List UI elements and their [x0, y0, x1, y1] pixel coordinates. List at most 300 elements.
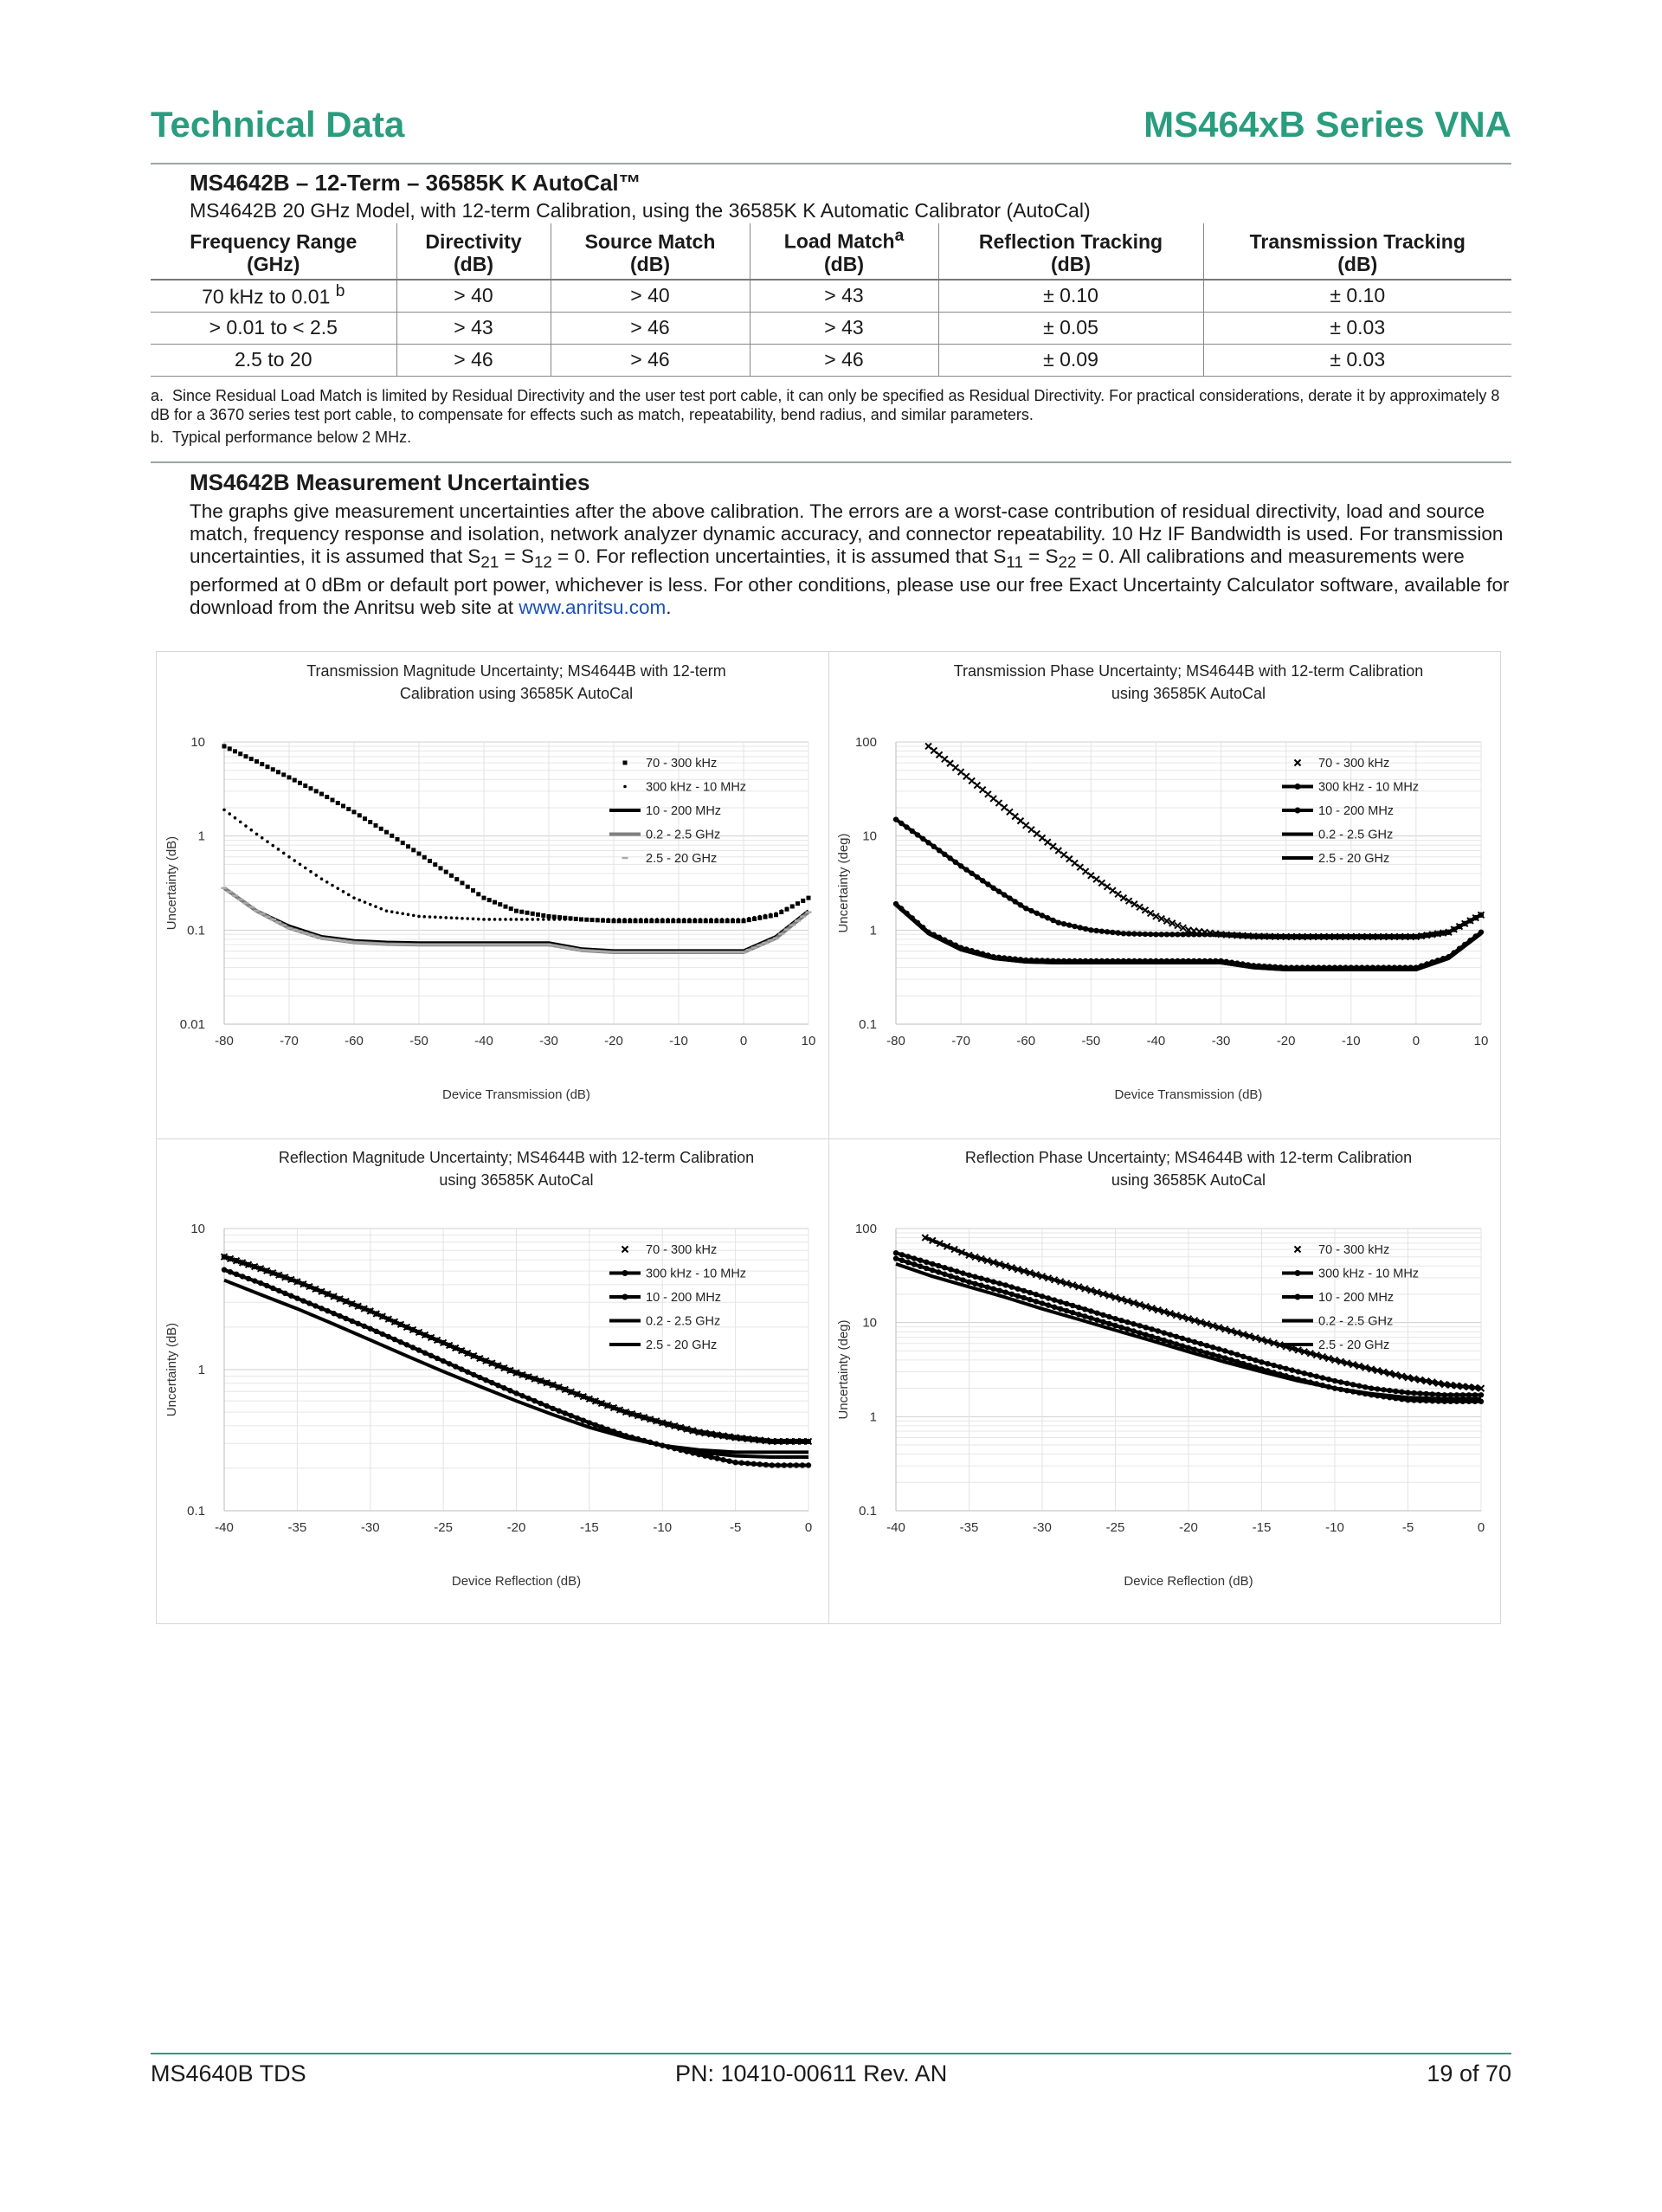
- data-point: [800, 915, 806, 917]
- legend-swatch: [622, 1294, 628, 1300]
- data-point: [258, 1266, 263, 1271]
- data-point: [238, 751, 242, 756]
- data-point: [1381, 934, 1386, 939]
- y-tick-label: 0.1: [859, 1504, 877, 1519]
- data-point: [1015, 1287, 1021, 1292]
- data-point: [1064, 1301, 1069, 1306]
- data-point: [719, 951, 725, 953]
- data-point: [1364, 934, 1369, 939]
- data-point: [1397, 934, 1402, 939]
- legend-label: 0.2 - 2.5 GHz: [646, 1314, 721, 1329]
- data-point: [627, 951, 633, 953]
- data-point: [654, 1418, 659, 1423]
- chart-title: Transmission Magnitude Uncertainty; MS4644B with 12-term: [306, 662, 726, 680]
- data-point: [678, 1425, 683, 1430]
- data-point: [1228, 1350, 1234, 1355]
- data-point: [1429, 1391, 1434, 1396]
- data-point: [915, 832, 920, 837]
- data-point: [1338, 1379, 1343, 1384]
- data-point: [1110, 887, 1116, 893]
- data-point: [802, 899, 805, 902]
- data-point: [330, 938, 336, 940]
- data-point: [472, 918, 475, 921]
- data-point: [1034, 911, 1040, 916]
- data-point: [557, 1384, 562, 1390]
- data-point: [738, 1435, 744, 1441]
- legend-label: 300 kHz - 10 MHz: [646, 1267, 747, 1281]
- data-point: [434, 916, 437, 919]
- data-point: [443, 944, 449, 945]
- anritsu-website-link[interactable]: www.anritsu.com: [519, 596, 667, 618]
- data-point: [953, 860, 958, 865]
- data-point: [713, 951, 719, 953]
- data-point: [806, 1439, 811, 1444]
- data-point: [595, 951, 601, 952]
- data-point: [1180, 1336, 1185, 1341]
- x-tick-label: 0: [1412, 1034, 1420, 1048]
- x-tick-label: -70: [280, 1034, 299, 1048]
- product-header: MS464xB Series VNA: [1143, 104, 1511, 145]
- data-point: [439, 866, 443, 870]
- data-point: [1088, 927, 1093, 932]
- data-point: [1343, 934, 1348, 939]
- data-point: [581, 1394, 586, 1399]
- data-point: [1181, 932, 1186, 937]
- data-point: [690, 1428, 695, 1433]
- legend-label: 2.5 - 20 GHz: [646, 852, 718, 866]
- data-point: [784, 928, 790, 930]
- data-point: [1419, 933, 1424, 938]
- data-point: [1267, 934, 1272, 939]
- footnote-ref: a: [894, 227, 905, 245]
- data-point: [1112, 1316, 1118, 1321]
- data-point: [638, 951, 644, 953]
- data-point: [1126, 898, 1132, 904]
- data-point: [280, 925, 287, 926]
- data-point: [702, 1430, 707, 1435]
- data-point: [294, 1279, 300, 1284]
- data-point: [461, 880, 465, 885]
- data-point: [422, 944, 428, 945]
- x-axis-label: Device Reflection (dB): [451, 1574, 582, 1589]
- data-point: [738, 1461, 744, 1466]
- data-point: [1040, 913, 1045, 918]
- data-point: [454, 944, 460, 945]
- data-point: [1399, 1390, 1404, 1395]
- data-point: [417, 915, 421, 919]
- chart-title: Reflection Phase Uncertainty; MS4644B with 12-term Calibration: [964, 1149, 1413, 1166]
- data-point: [1448, 1392, 1453, 1397]
- data-point: [893, 1250, 899, 1255]
- data-point: [525, 944, 531, 945]
- data-point: [1332, 934, 1337, 939]
- data-point: [499, 918, 502, 921]
- data-point: [392, 1319, 397, 1325]
- data-point: [726, 1434, 731, 1439]
- data-point: [358, 813, 362, 817]
- data-point: [635, 1413, 641, 1418]
- data-point: [720, 1457, 725, 1462]
- data-point: [769, 913, 772, 917]
- legend-label: 300 kHz - 10 MHz: [1318, 1267, 1420, 1281]
- data-point: [288, 1277, 293, 1282]
- y-tick-label: 1: [197, 1363, 205, 1377]
- data-point: [1056, 920, 1061, 925]
- data-point: [575, 1391, 580, 1396]
- data-point: [385, 909, 389, 913]
- x-tick-label: -60: [345, 1034, 364, 1048]
- x-tick-label: -10: [1325, 1520, 1344, 1535]
- data-point: [304, 867, 307, 870]
- data-point: [1156, 1328, 1161, 1333]
- data-point: [406, 844, 410, 848]
- data-point: [343, 1299, 348, 1304]
- data-point: [486, 944, 493, 945]
- table-cell: ± 0.03: [1203, 344, 1511, 376]
- data-point: [1143, 932, 1148, 937]
- data-point: [963, 867, 969, 872]
- data-point: [309, 870, 312, 874]
- data-point: [676, 951, 682, 953]
- data-point: [347, 893, 351, 897]
- data-point: [383, 943, 390, 945]
- data-point: [438, 944, 444, 945]
- data-point: [336, 887, 339, 890]
- data-point: [732, 1460, 738, 1465]
- table-cell: > 0.01 to < 2.5: [151, 312, 396, 344]
- x-tick-label: -80: [886, 1034, 905, 1048]
- table-row: [151, 312, 1511, 344]
- data-point: [1454, 1392, 1459, 1397]
- data-point: [1457, 924, 1462, 929]
- data-point: [1436, 1392, 1441, 1397]
- page-number: 19 of 70: [1427, 2060, 1511, 2086]
- transmission-magnitude-chart: [157, 652, 828, 1138]
- data-point: [574, 918, 577, 921]
- x-tick-label: -20: [1276, 1034, 1296, 1048]
- data-point: [1082, 1306, 1087, 1312]
- table-cell: > 43: [750, 280, 938, 313]
- data-point: [1277, 1364, 1282, 1370]
- data-point: [519, 944, 525, 945]
- data-point: [358, 899, 361, 902]
- data-point: [1131, 1321, 1136, 1326]
- data-point: [757, 1461, 763, 1467]
- data-point: [541, 913, 545, 918]
- data-point: [482, 896, 486, 900]
- legend-label: 10 - 200 MHz: [1318, 804, 1395, 818]
- data-point: [942, 1265, 947, 1270]
- data-point: [972, 1274, 977, 1280]
- data-point: [455, 917, 459, 920]
- data-point: [264, 1268, 269, 1274]
- data-point: [682, 918, 686, 921]
- data-point: [300, 1281, 306, 1287]
- data-point: [1052, 1297, 1057, 1302]
- data-point: [550, 1382, 555, 1387]
- data-point: [985, 881, 990, 887]
- data-point: [715, 918, 718, 921]
- data-point: [297, 931, 303, 932]
- data-point: [287, 775, 292, 779]
- data-point: [492, 944, 498, 945]
- data-point: [259, 913, 265, 914]
- data-point: [1326, 1377, 1331, 1382]
- data-point: [778, 932, 784, 934]
- data-series: [925, 743, 1484, 939]
- data-point: [1198, 1341, 1203, 1346]
- data-point: [726, 1458, 731, 1463]
- legend-label: 300 kHz - 10 MHz: [1318, 780, 1420, 795]
- data-point: [487, 898, 492, 902]
- data-point: [433, 862, 437, 867]
- y-axis-label: Uncertainty (deg): [836, 1319, 851, 1420]
- data-point: [737, 918, 740, 921]
- data-point: [912, 1255, 917, 1261]
- data-point: [368, 1308, 373, 1313]
- data-point: [1460, 1392, 1466, 1397]
- data-point: [924, 1260, 929, 1265]
- data-point: [660, 1420, 665, 1425]
- data-point: [794, 1439, 799, 1444]
- data-point: [374, 823, 378, 828]
- data-point: [602, 918, 605, 921]
- data-point: [1466, 1392, 1472, 1397]
- y-axis-label: Uncertainty (dB): [164, 1322, 179, 1417]
- data-point: [281, 772, 286, 777]
- data-point: [770, 1462, 775, 1467]
- data-point: [535, 944, 541, 945]
- data-point: [725, 918, 729, 921]
- data-point: [380, 1313, 385, 1319]
- data-point: [1150, 1326, 1155, 1332]
- data-point: [562, 946, 568, 948]
- data-point: [398, 1322, 403, 1327]
- data-point: [960, 1270, 965, 1275]
- data-point: [336, 801, 340, 805]
- uncertainty-description: The graphs give measurement uncertainties after the above calibration. The errors are a worst-case contribution of residual directivity, load and source match, frequency response and isolation, network analyzer dynamic accuracy, and connector repeatability. 10 Hz IF Bandwidth is used. For transmission uncertainties, it is assumed that $S_{21} = S_{12} = 0$. For reflection uncertainties, it is assumed that $S_{11} = S_{22} = 0$. All calibrations and measurements were performed at 0 dBm or default port power, whichever is less. For other conditions, please use our free Exact Uncertainty Calculator software, available for download from the Anritsu web site at www.anritsu.com.: [190, 500, 1510, 618]
- data-point: [605, 1403, 610, 1408]
- x-tick-label: -20: [1179, 1520, 1198, 1535]
- data-point: [1028, 908, 1034, 913]
- x-tick-label: 0: [1477, 1520, 1485, 1535]
- data-point: [634, 918, 637, 921]
- data-point: [1191, 932, 1196, 937]
- data-point: [384, 830, 389, 835]
- x-tick-label: -80: [215, 1034, 234, 1048]
- data-point: [1046, 1295, 1051, 1300]
- data-point: [1308, 1372, 1313, 1377]
- data-point: [470, 944, 476, 945]
- data-point: [966, 1273, 971, 1278]
- y-tick-label: 1: [869, 923, 877, 938]
- data-point: [641, 1415, 647, 1420]
- calibration-spec-table: [151, 223, 1511, 377]
- data-point: [1375, 1386, 1380, 1391]
- data-point: [1148, 910, 1154, 916]
- data-point: [237, 899, 243, 900]
- legend-label: 10 - 200 MHz: [646, 804, 722, 818]
- data-point: [607, 918, 610, 921]
- data-point: [244, 754, 248, 758]
- data-point: [996, 888, 1002, 893]
- data-point: [1066, 922, 1072, 927]
- data-point: [1344, 1381, 1350, 1386]
- data-point: [276, 770, 280, 774]
- data-point: [520, 918, 524, 921]
- data-point: [453, 1345, 458, 1351]
- data-point: [589, 950, 596, 951]
- data-point: [611, 1405, 616, 1410]
- x-tick-label: -25: [434, 1520, 453, 1535]
- table-cell: > 40: [551, 280, 750, 313]
- data-point: [1093, 876, 1099, 882]
- data-point: [428, 1335, 434, 1340]
- data-point: [508, 944, 514, 945]
- legend-label: 2.5 - 20 GHz: [1318, 852, 1390, 866]
- data-point: [1213, 932, 1218, 937]
- data-point: [1290, 1367, 1295, 1372]
- data-point: [249, 829, 253, 832]
- data-point: [351, 941, 358, 943]
- data-point: [1106, 1314, 1111, 1319]
- data-point: [537, 918, 540, 921]
- data-point: [714, 1455, 719, 1461]
- data-point: [234, 816, 237, 820]
- data-point: [1009, 1284, 1015, 1289]
- data-point: [1234, 932, 1240, 938]
- legend-label: 10 - 200 MHz: [646, 1291, 722, 1305]
- data-point: [536, 913, 540, 917]
- x-tick-label: -10: [1341, 1034, 1361, 1048]
- data-point: [1094, 1310, 1099, 1315]
- data-point: [544, 1380, 549, 1385]
- transmission-phase-chart: [828, 652, 1500, 1138]
- data-point: [1153, 932, 1158, 937]
- data-point: [696, 1429, 701, 1435]
- legend-label: 2.5 - 20 GHz: [1318, 1338, 1390, 1352]
- chart-legend: [1282, 1243, 1419, 1352]
- data-point: [593, 1398, 598, 1403]
- data-point: [936, 1263, 941, 1268]
- chart-title: using 36585K AutoCal: [439, 1171, 594, 1189]
- data-point: [997, 1280, 1002, 1286]
- data-point: [730, 951, 736, 953]
- data-point: [306, 1284, 312, 1289]
- data-point: [234, 1258, 239, 1263]
- data-point: [331, 1293, 336, 1299]
- chart-title: using 36585K AutoCal: [1111, 1171, 1266, 1189]
- chart-legend: [609, 757, 746, 866]
- legend-label: 10 - 200 MHz: [1318, 1291, 1395, 1305]
- data-point: [228, 1256, 233, 1261]
- data-point: [319, 937, 325, 938]
- calibration-subtitle: MS4642B 20 GHz Model, with 12-term Calibration, using the 36585K K Automatic Calibrator (AutoCal): [190, 199, 1091, 222]
- data-point: [428, 915, 432, 919]
- data-point: [1174, 1334, 1179, 1339]
- data-point: [501, 1365, 506, 1370]
- data-point: [1142, 907, 1148, 913]
- data-point: [776, 1439, 781, 1444]
- data-point: [1143, 1325, 1149, 1330]
- data-point: [503, 944, 509, 945]
- data-point: [378, 943, 384, 945]
- data-point: [282, 852, 286, 855]
- chart-title: Calibration using 36585K AutoCal: [399, 685, 634, 702]
- data-point: [417, 851, 422, 855]
- data-point: [509, 918, 512, 921]
- x-axis-label: Device Reflection (dB): [1124, 1574, 1253, 1589]
- data-point: [564, 918, 567, 921]
- data-point: [428, 859, 432, 863]
- data-point: [1305, 934, 1311, 939]
- x-axis-label: Device Transmission (dB): [442, 1087, 590, 1102]
- data-point: [806, 911, 812, 913]
- data-point: [271, 844, 274, 848]
- data-point: [782, 1439, 787, 1444]
- data-point: [364, 900, 367, 904]
- data-point: [1370, 934, 1375, 939]
- data-series: [922, 1235, 1484, 1391]
- data-point: [228, 812, 231, 816]
- data-point: [1272, 934, 1278, 939]
- table-cell: > 46: [750, 344, 938, 376]
- data-point: [325, 880, 329, 884]
- data-point: [1442, 1392, 1447, 1397]
- data-point: [1076, 1305, 1081, 1310]
- data-point: [465, 1351, 470, 1356]
- x-tick-label: -40: [474, 1034, 493, 1048]
- data-point: [239, 821, 242, 824]
- data-point: [1003, 1282, 1008, 1287]
- data-point: [580, 918, 583, 921]
- data-point: [776, 1462, 781, 1467]
- x-tick-label: -25: [1105, 1520, 1125, 1535]
- y-tick-label: 0.1: [187, 923, 205, 938]
- data-point: [1115, 891, 1121, 897]
- data-point: [1021, 1288, 1027, 1293]
- data-point: [785, 906, 789, 910]
- data-point: [411, 848, 416, 852]
- x-tick-label: -15: [580, 1520, 599, 1535]
- data-point: [509, 906, 513, 911]
- legend-swatch: [1295, 784, 1301, 790]
- data-point: [282, 1274, 287, 1280]
- data-point: [918, 1257, 923, 1262]
- data-point: [346, 807, 351, 811]
- data-point: [374, 905, 377, 908]
- data-point: [790, 904, 794, 907]
- data-point: [1124, 1319, 1130, 1325]
- data-point: [1356, 1383, 1362, 1389]
- part-number: PN: 10410-00611 Rev. AN: [675, 2060, 948, 2086]
- data-point: [569, 918, 572, 921]
- reflection-phase-chart: [828, 1138, 1500, 1623]
- data-point: [742, 918, 745, 921]
- data-point: [265, 916, 271, 918]
- data-point: [744, 1461, 750, 1466]
- data-point: [1100, 1312, 1105, 1318]
- data-point: [444, 916, 448, 919]
- data-point: [1362, 1384, 1368, 1390]
- data-point: [1265, 1361, 1270, 1366]
- data-point: [504, 905, 508, 909]
- data-point: [342, 890, 345, 893]
- data-point: [751, 946, 757, 948]
- data-point: [497, 944, 503, 945]
- data-point: [969, 871, 974, 876]
- data-point: [1369, 1385, 1374, 1390]
